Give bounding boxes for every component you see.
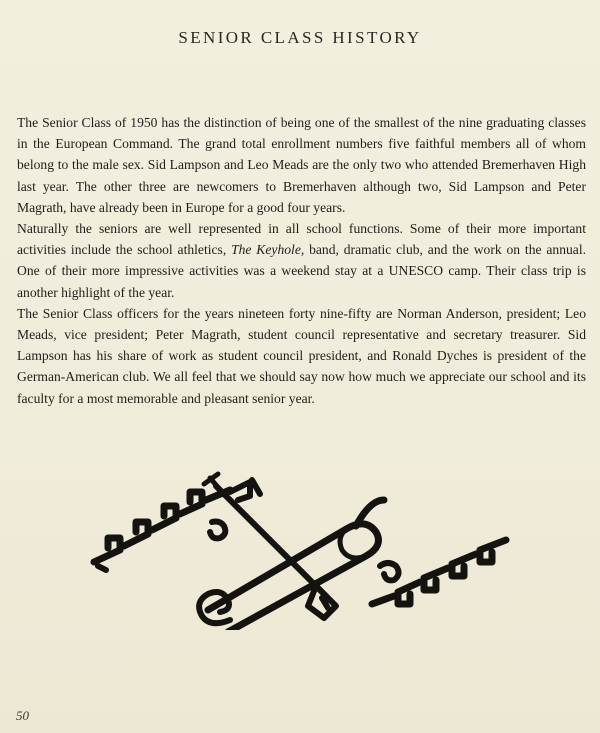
history-text xyxy=(17,112,586,409)
activities-text-start: Naturally the seniors are well represented in all school functions. Some of their more important activities include the school athletics, xyxy=(17,221,586,258)
activities-text-end: , band, dramatic club, and the work on the annual. One of their more impressive activities was a weekend stay at a UNESCO camp. Their class trip is another highlight of the year. xyxy=(17,242,587,300)
page-title: SENIOR CLASS HISTORY xyxy=(178,28,422,47)
tassel-icon xyxy=(308,586,336,618)
paragraph-intro: The Senior Class of 1950 has the distinction of being one of the smallest of the nine graduating classes in the European Command. The grand total enrollment numbers five faithful members all of whom belong to the male sex. Sid Lampson and Leo Meads are the only two who attended Bremerhaven High last year. The other three are newcomers to Bremerhaven although two, Sid Lampson and Peter Magrath, have already been in Europe for a good four years. xyxy=(17,115,586,215)
paragraph-officers: The Senior Class officers for the years nineteen forty nine-fifty are Norman Anderson, president; Leo Meads, vice president; Peter Magrath, student council representative and secretary treasurer. Sid Lampson has his share of work as student council president, and Ronald Dyches is president of the German-American club. We all feel that we should say now how much we appreciate our school and its faculty for a most memorable and pleasant senior year. xyxy=(17,305,586,406)
keyhole-title: The Keyhole xyxy=(231,242,301,258)
pen-icon xyxy=(216,486,326,596)
diploma-scroll-with-meander-ornament-icon xyxy=(80,470,520,630)
diploma-scroll-icon xyxy=(208,524,378,630)
right-meander-icon xyxy=(372,540,506,604)
left-meander-icon xyxy=(94,490,230,562)
paragraph-activities xyxy=(17,218,586,303)
page-number: 50 xyxy=(16,708,29,723)
